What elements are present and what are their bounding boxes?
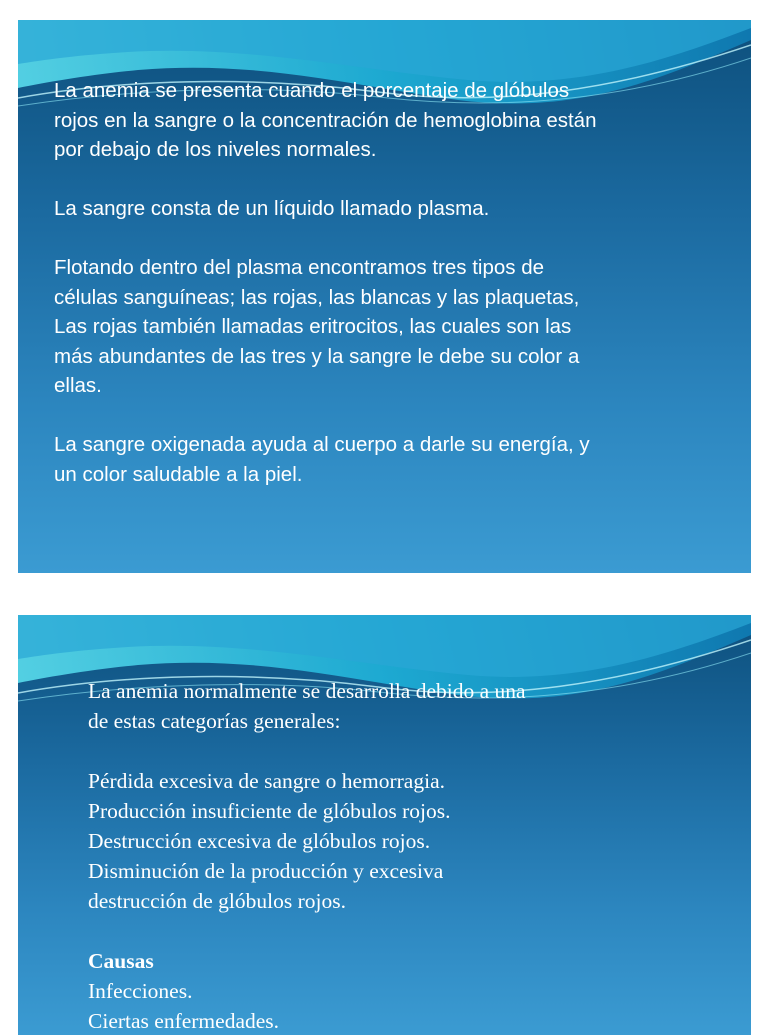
- slide-1: [18, 20, 751, 573]
- text-line: rojos en la sangre o la concentración de hemoglobina están: [54, 108, 597, 132]
- text-line: más abundantes de las tres y la sangre le debe su color a: [54, 344, 580, 368]
- paragraph: [54, 430, 724, 489]
- slide-2: [18, 615, 751, 1035]
- slide-1-body: [54, 76, 724, 519]
- list-item: Infecciones.: [88, 979, 193, 1003]
- text-line: por debajo de los niveles normales.: [54, 138, 377, 161]
- list-item: Disminución de la producción y excesiva: [88, 859, 444, 883]
- text-line: La anemia normalmente se desarrolla debido a una: [88, 679, 526, 703]
- paragraph: [54, 76, 724, 165]
- list-item: Destrucción excesiva de glóbulos rojos.: [88, 829, 431, 853]
- causes-heading: Causas: [88, 949, 154, 973]
- text-line: La anemia se presenta cuando el porcentaje de glóbulos: [54, 79, 570, 102]
- paragraph: [54, 194, 724, 224]
- text-line: células sanguíneas; las rojas, las blancas y las plaquetas,: [54, 285, 580, 309]
- paragraph: [88, 676, 728, 736]
- slide-2-body: [88, 676, 728, 1035]
- list-item: Pérdida excesiva de sangre o hemorragia.: [88, 769, 445, 793]
- text-line: La sangre oxigenada ayuda al cuerpo a darle su energía, y: [54, 433, 590, 456]
- text-line: de estas categorías generales:: [88, 709, 341, 733]
- causes-section: [88, 946, 728, 1035]
- text-line: La sangre consta de un líquido llamado plasma.: [54, 197, 490, 220]
- categories-list: [88, 766, 728, 916]
- paragraph: [54, 253, 724, 401]
- list-item: Ciertas enfermedades.: [88, 1009, 280, 1033]
- list-item: Producción insuficiente de glóbulos rojos.: [88, 799, 451, 823]
- text-line: ellas.: [54, 374, 102, 397]
- text-line: Flotando dentro del plasma encontramos tres tipos de: [54, 256, 544, 279]
- list-item: destrucción de glóbulos rojos.: [88, 889, 346, 913]
- text-line: Las rojas también llamadas eritrocitos, las cuales son las: [54, 315, 572, 338]
- text-line: un color saludable a la piel.: [54, 462, 303, 486]
